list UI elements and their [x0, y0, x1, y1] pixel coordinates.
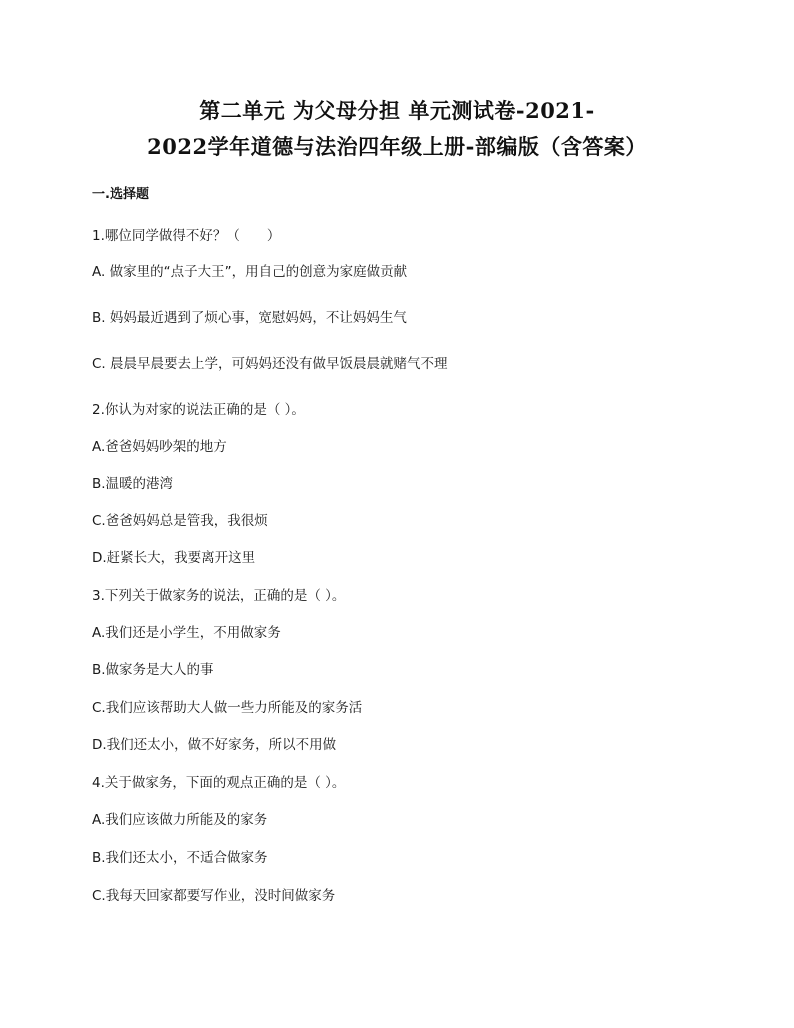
question-1-stem: 1.哪位同学做得不好？（ ） — [92, 228, 281, 244]
question-2-option-c: C.爸爸妈妈总是管我，我很烦 — [92, 513, 268, 529]
question-4-stem: 4.关于做家务，下面的观点正确的是（ ）。 — [92, 775, 346, 791]
question-4-option-b: B.我们还太小，不适合做家务 — [92, 850, 268, 866]
question-3-option-b: B.做家务是大人的事 — [92, 662, 214, 678]
question-3-stem: 3.下列关于做家务的说法，正确的是（ ）。 — [92, 588, 346, 604]
document-title-line-1: 第二单元 为父母分担 单元测试卷-2021- — [199, 98, 595, 123]
question-4-option-c: C.我每天回家都要写作业，没时间做家务 — [92, 888, 336, 904]
question-3-option-c: C.我们应该帮助大人做一些力所能及的家务活 — [92, 700, 363, 716]
question-1-option-b: B. 妈妈最近遇到了烦心事，宽慰妈妈，不让妈妈生气 — [92, 310, 407, 326]
question-3-option-d: D.我们还太小，做不好家务，所以不用做 — [92, 737, 337, 753]
question-3-option-a: A.我们还是小学生，不用做家务 — [92, 625, 281, 641]
question-2-stem: 2.你认为对家的说法正确的是（ ）。 — [92, 402, 305, 418]
question-2-option-b: B.温暖的港湾 — [92, 476, 174, 492]
question-2-option-a: A.爸爸妈妈吵架的地方 — [92, 439, 227, 455]
question-4-option-a: A.我们应该做力所能及的家务 — [92, 812, 268, 828]
question-1-option-c: C. 晨晨早晨要去上学，可妈妈还没有做早饭晨晨就赌气不理 — [92, 356, 448, 372]
section-heading: 一.选择题 — [92, 187, 149, 202]
question-1-option-a: A. 做家里的“点子大王”，用自己的创意为家庭做贡献 — [92, 264, 408, 280]
document-title-line-2: 2022学年道德与法治四年级上册-部编版（含答案） — [147, 134, 647, 159]
question-2-option-d: D.赶紧长大，我要离开这里 — [92, 550, 256, 566]
